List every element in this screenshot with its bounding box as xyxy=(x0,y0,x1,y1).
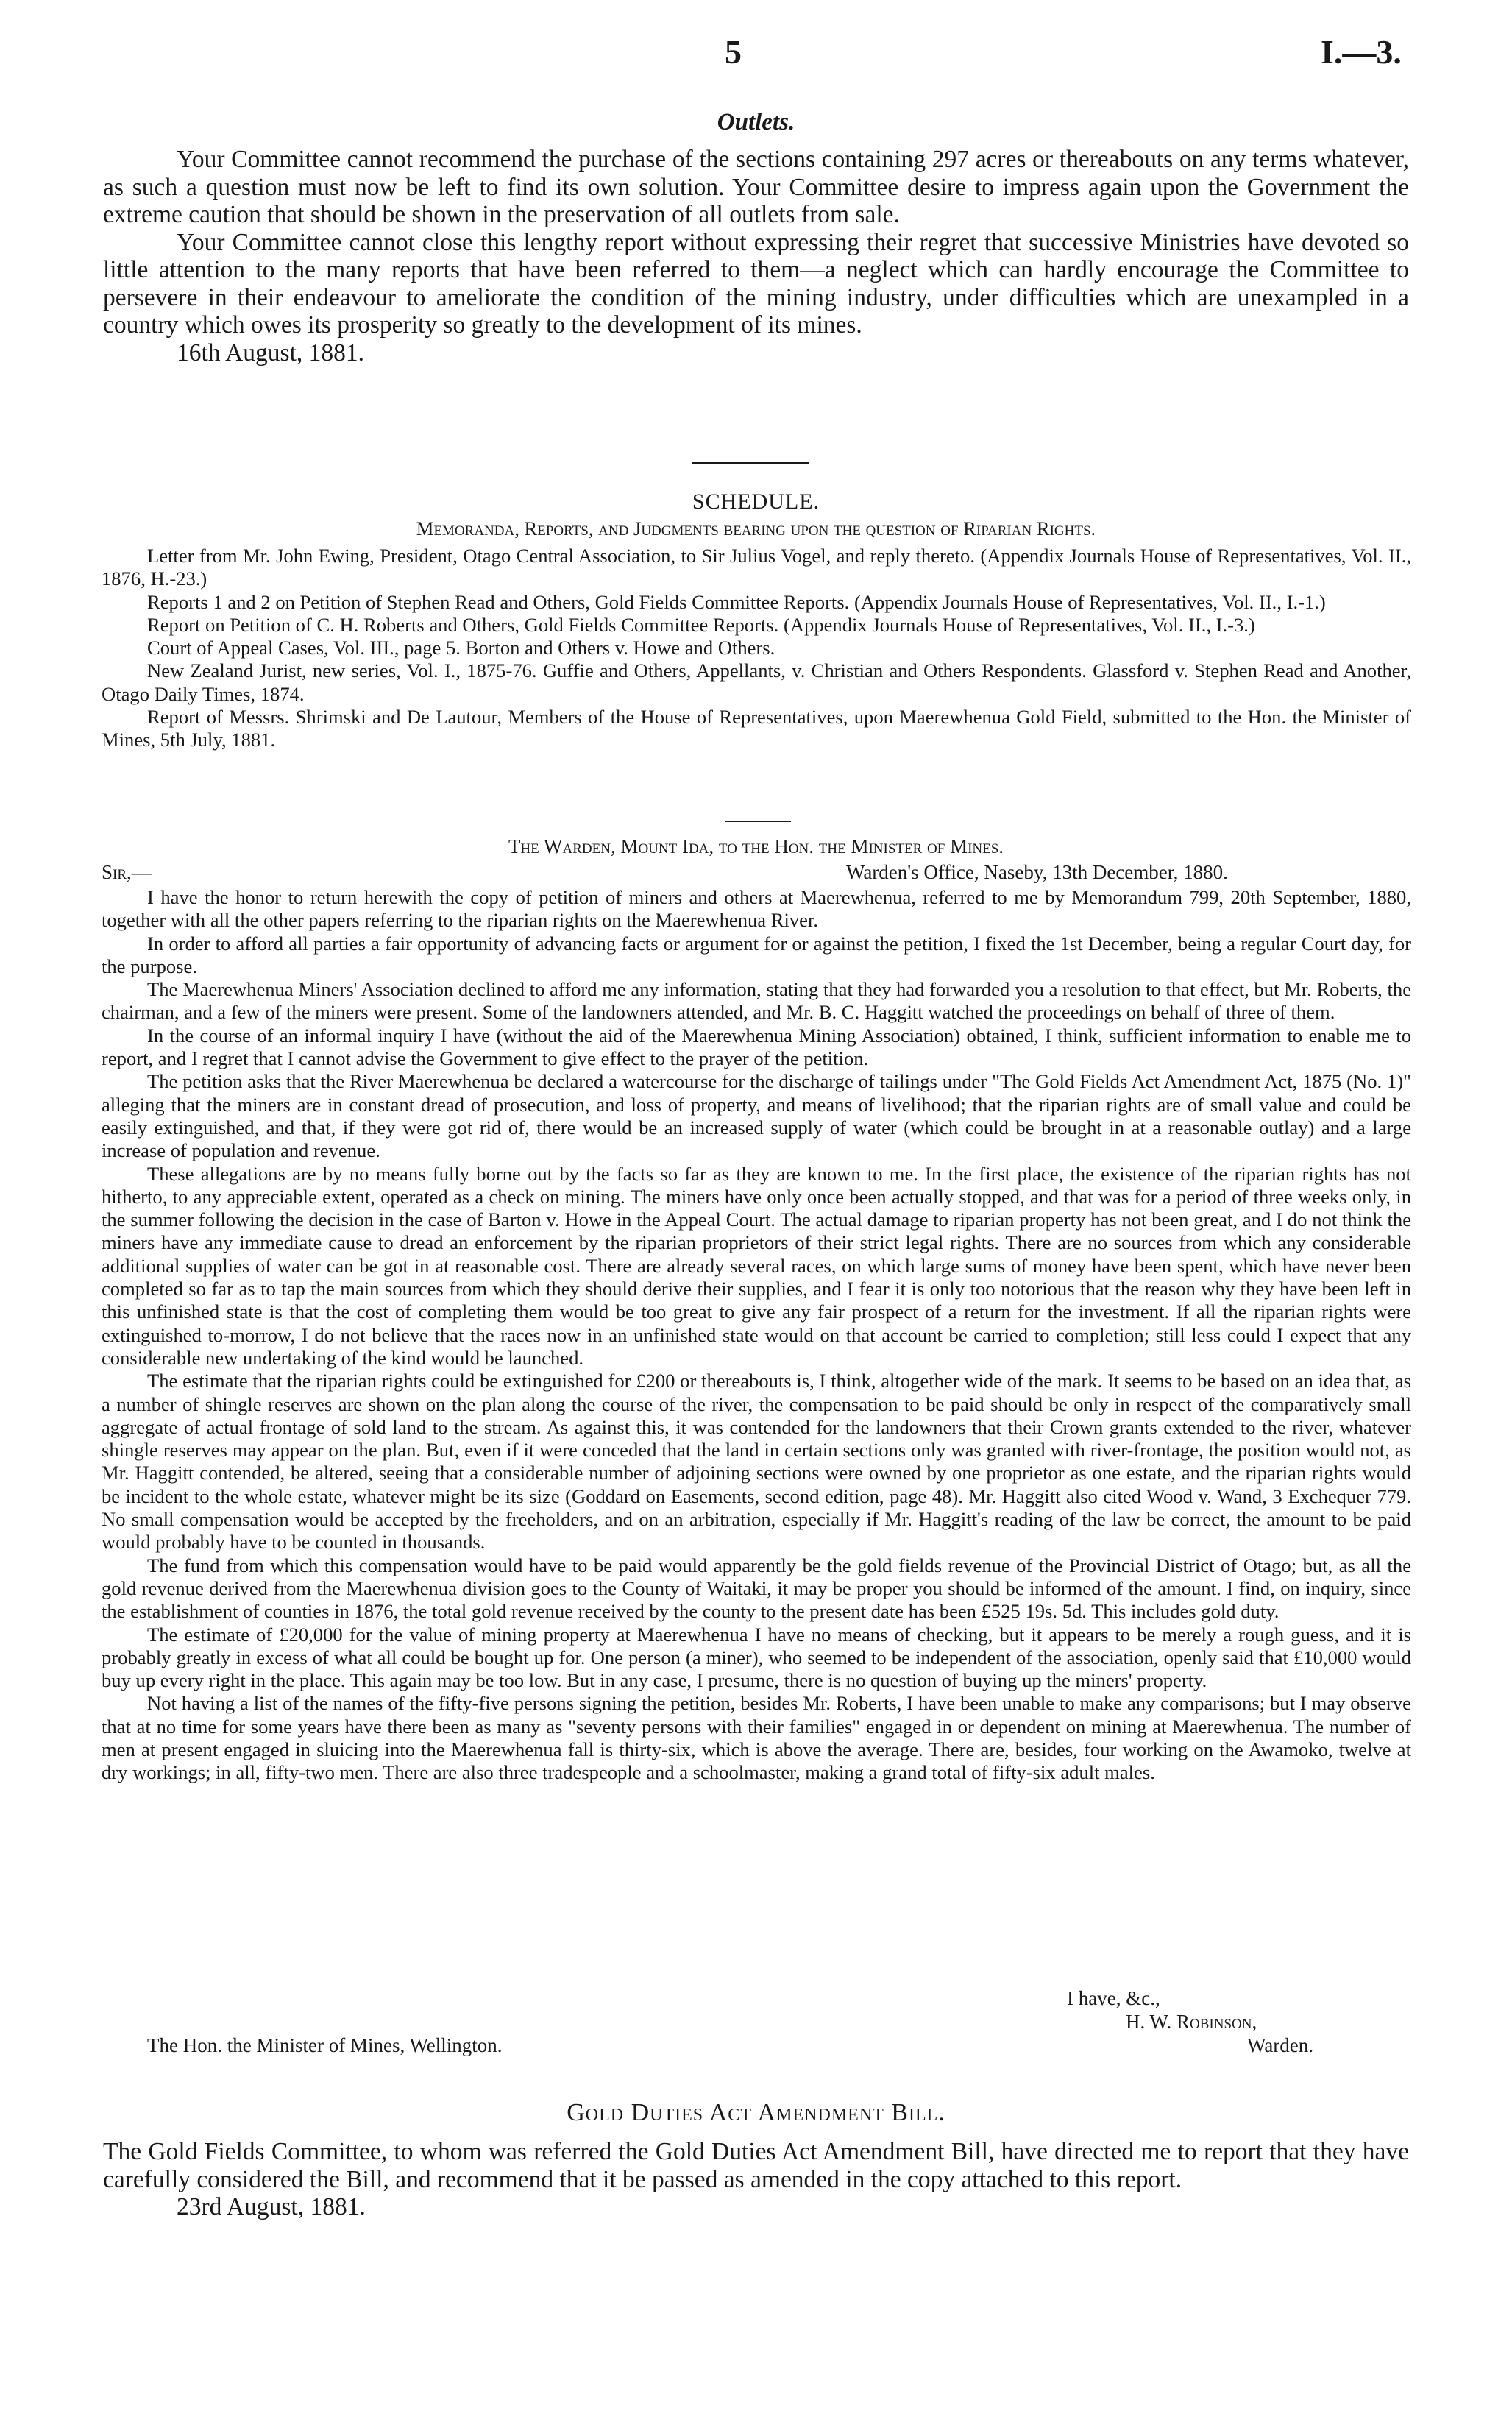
letter-paragraph: These allegations are by no means fully borne out by the facts so far as they are known to me. In the first place, the existence of the riparian rights has not hitherto, to any appreciable extent, operated as a check on mining. The miners have only once been actually stopped, and that was for a period of three weeks only, in the summer following the decision in the case of Barton v. Howe in the Appeal Court. The actual damage to riparian property has not been great, and I do not think the miners have any immediate cause to dread an enforcement by the riparian proprietors of their strict legal rights. There are no sources from which any considerable additional supplies of water can be got in at reasonable cost. There are already several races, on which large sums of money have been spent, which have never been completed so far as to tap the main sources from which they should derive their supplies, and I fear it is only too notorious that the reason why they have been left in this unfinished state is that the cost of completing them would be too great to give any fair prospect of a return for the investment. If all the riparian rights were extinguished to-morrow, I do not believe that the races now in an unfinished state would on that account be carried to completion; still less could I expect that any considerable new undertaking of the kind would be launched. xyxy=(102,1162,1411,1369)
letter-paragraph: The fund from which this compensation would have to be paid would apparently be the gold fields revenue of the Provincial District of Otago; but, as all the gold revenue derived from the Maerewhenua division goes to the County of Waitaki, it may be proper you should be informed of the amount. I find, on inquiry, since the establishment of counties in 1876, the total gold revenue received by the county to the present date has been £525 19s. 5d. This includes gold duty. xyxy=(102,1554,1411,1623)
schedule-item: Report on Petition of C. H. Roberts and Others, Gold Fields Committee Reports. (Appendix Journals House of Representatives, Vol. II., I.-3.) xyxy=(147,613,1255,636)
letter-office-date: Warden's Office, Naseby, 13th December, 1880. xyxy=(846,861,1228,883)
letter-addressee: The Hon. the Minister of Mines, Wellington. xyxy=(147,2034,503,2056)
letter-paragraph: The Maerewhenua Miners' Association declined to afford me any information, stating that they had forwarded you a resolution to that effect, but Mr. Roberts, the chairman, and a few of the miners were present. Some of the landowners attended, and Mr. B. C. Haggitt watched the proceedings on behalf of three of them. xyxy=(102,978,1411,1024)
letter-signatory-title: Warden. xyxy=(1247,2034,1314,2056)
letter-paragraph: I have the honor to return herewith the copy of petition of miners and others at Maerewhenua, referred to me by Memorandum 799, 20th September, 1880, together with all the other papers referring to the riparian rights on the Maerewhenua River. xyxy=(102,886,1411,932)
letter-paragraph: The estimate of £20,000 for the value of mining property at Maerewhenua I have no means of checking, but it appears to be merely a rough guess, and it is probably greatly in excess of what all could be bought up for. One person (a miner), who seemed to be independent of the association, openly said that £10,000 would buy up every right in the place. This again may be too low. But in any case, I presume, there is no question of buying up the miners' property. xyxy=(102,1623,1411,1692)
outlets-date: 16th August, 1881. xyxy=(177,339,364,367)
divider-rule xyxy=(692,462,809,464)
schedule-item: Court of Appeal Cases, Vol. III., page 5. Borton and Others v. Howe and Others. xyxy=(147,637,775,659)
document-reference: I.—3. xyxy=(1321,33,1402,71)
letter-paragraph: The estimate that the riparian rights could be extinguished for £200 or thereabouts is, I think, altogether wide of the mark. It seems to be based on an idea that, as a number of shingle reserves are shown on the plan along the course of the river, the compensation to be paid should be only in respect of the comparatively small aggregate of actual frontage of sold land to the stream. As against this, it was contended for the landowners that their Crown grants extended to the river, whatever shingle reserves may appear on the plan. But, even if it were conceded that the land in certain sections only was granted with river-frontage, the position would not, as Mr. Haggitt contended, be altered, seeing that a considerable number of adjoining sections were owned by one proprietor as one estate, and the riparian rights would be incident to the whole estate, whatever might be its size (Goddard on Easements, second edition, page 48). Mr. Haggitt also cited Wood v. Wand, 3 Exchequer 779. No small compensation would be accepted by the freeholders, and on an arbitration, especially if Mr. Haggitt's reading of the law be correct, the amount to be paid would probably have to be counted in thousands. xyxy=(102,1370,1411,1554)
schedule-item: New Zealand Jurist, new series, Vol. I., 1875-76. Guffie and Others, Appellants, v. Christian and Others Respondents. Glassford v. Stephen Read and Another, Otago Daily Times, 1874. xyxy=(102,659,1411,705)
letter-paragraph: In the course of an informal inquiry I have (without the aid of the Maerewhenua Mining Association) obtained, I think, sufficient information to enable me to report, and I regret that I cannot advise the Government to give effect to the prayer of the petition. xyxy=(102,1024,1411,1070)
bill-date: 23rd August, 1881. xyxy=(177,2193,366,2220)
schedule-list xyxy=(102,545,1411,752)
letter-paragraph: In order to afford all parties a fair opportunity of advancing facts or argument for or against the petition, I fixed the 1st December, being a regular Court day, for the purpose. xyxy=(102,932,1411,977)
schedule-item: Letter from Mr. John Ewing, President, Otago Central Association, to Sir Julius Vogel, and reply thereto. (Appendix Journals House of Representatives, Vol. II., 1876, H.-23.) xyxy=(102,545,1411,590)
bill-section xyxy=(103,2138,1409,2221)
schedule-subtitle: Memoranda, Reports, and Judgments bearing upon the question of Riparian Rights. xyxy=(416,517,1096,539)
schedule-item: Reports 1 and 2 on Petition of Stephen Read and Others, Gold Fields Committee Reports. (Appendix Journals House of Representatives, Vol. II., I.-1.) xyxy=(147,590,1326,613)
letter-heading: The Warden, Mount Ida, to the Hon. the Minister of Mines. xyxy=(508,835,1004,857)
bill-paragraph: The Gold Fields Committee, to whom was referred the Gold Duties Act Amendment Bill, have directed me to report that they have carefully considered the Bill, and recommend that it be passed as amended in the copy attached to this report. xyxy=(103,2138,1409,2193)
letter-salutation: Sir,— xyxy=(102,861,152,883)
outlets-section xyxy=(103,146,1409,367)
letter-signature: H. W. Robinson, xyxy=(1126,2011,1257,2033)
outlets-paragraph-2: Your Committee cannot close this lengthy report without expressing their regret that successive Ministries have devoted so little attention to the many reports that have been referred to them—a neglect which can hardly encourage the Committee to persevere in their endeavour to ameliorate the condition of the mining industry, under difficulties which are unexampled in a country which owes its prosperity so greatly to the development of its mines. xyxy=(103,228,1409,339)
outlets-paragraph-1: Your Committee cannot recommend the purchase of the sections containing 297 acres or thereabouts on any terms whatever, as such a question must now be left to find its own solution. Your Committee desire to impress again upon the Government the extreme caution that should be shown in the preservation of all outlets from sale. xyxy=(103,146,1409,228)
letter-paragraph: The petition asks that the River Maerewhenua be declared a watercourse for the discharge of tailings under "The Gold Fields Act Amendment Act, 1875 (No. 1)" alleging that the miners are in constant dread of prosecution, and loss of property, and means of livelihood; that the riparian rights are of small value and could be easily extinguished, and that, if they were got rid of, there would be an increased supply of water (which could be brought in at a reasonable outlay) and a large increase of population and revenue. xyxy=(102,1070,1411,1162)
page-number: 5 xyxy=(725,33,742,71)
schedule-item: Report of Messrs. Shrimski and De Lautour, Members of the House of Representatives, upon Maerewhenua Gold Field, submitted to the Hon. the Minister of Mines, 5th July, 1881. xyxy=(102,706,1411,751)
letter-closing: I have, &c., xyxy=(1067,1987,1160,2009)
schedule-title: SCHEDULE. xyxy=(692,489,820,514)
letter-body xyxy=(102,886,1411,1785)
divider-rule xyxy=(725,821,791,822)
bill-heading: Gold Duties Act Amendment Bill. xyxy=(567,2099,945,2126)
letter-paragraph: Not having a list of the names of the fifty-five persons signing the petition, besides Mr. Roberts, I have been unable to make any comparisons; but I may observe that at no time for some years have there been as many as "seventy persons with their families" engaged in or dependent on mining at Maerewhenua. The number of men at present engaged in sluicing into the Maerewhenua fall is thirty-six, which is above the average. There are, besides, four working on the Awamoko, twelve at dry workings; in all, fifty-two men. There are also three tradespeople and a schoolmaster, making a grand total of fifty-six adult males. xyxy=(102,1692,1411,1784)
outlets-heading: Outlets. xyxy=(717,109,795,135)
